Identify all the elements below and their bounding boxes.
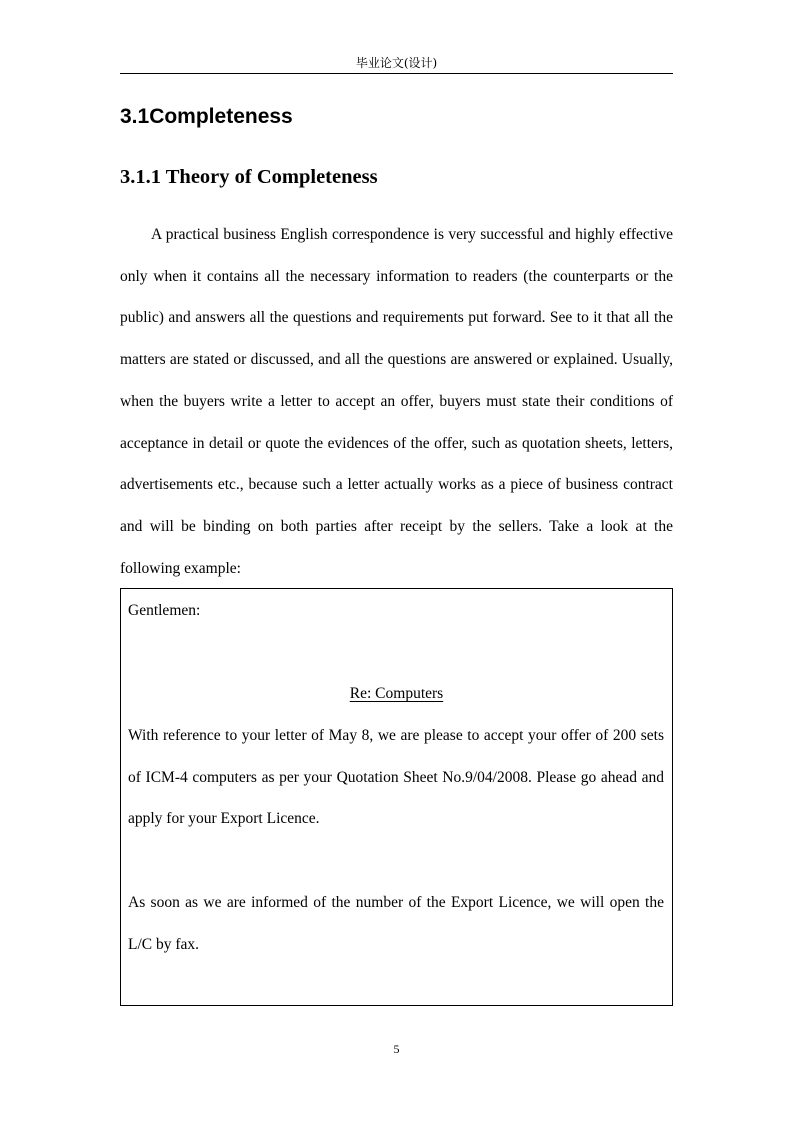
section-heading: 3.1Completeness [120, 105, 293, 128]
page-number: 5 [393, 1042, 400, 1056]
subsection-heading: 3.1.1 Theory of Completeness [120, 166, 378, 188]
letter-subject-line [121, 673, 672, 715]
letter-paragraph-1: With reference to your letter of May 8, we are please to accept your offer of 200 sets of ICM-4 computers as per your Quotation Sheet No.9/04/2008. Please go ahead and apply for your Export Licence. [128, 727, 664, 828]
letter-salutation: Gentlemen: [128, 602, 201, 619]
header-divider [120, 73, 673, 74]
body-paragraph: A practical business English correspondence is very successful and highly effective only when it contains all the necessary information to readers (the counterparts or the public) and answers all the questions and requirements put forward. See to it that all the matters are stated or discussed, and all the questions are answered or explained. Usually, when the buyers write a letter to accept an offer, buyers must state their conditions of acceptance in detail or quote the evidences of the offer, such as quotation sheets, letters, advertisements etc., because such a letter actually works as a piece of business contract and will be binding on both parties after receipt by the sellers. Take a look at the following example: [120, 226, 673, 577]
letter-subject-text: Re: Computers [349, 685, 444, 702]
example-letter-box [120, 588, 673, 1006]
page-header-title: 毕业论文(设计) [355, 56, 438, 70]
letter-paragraph-2: As soon as we are informed of the number of the Export Licence, we will open the L/C by fax. [128, 894, 664, 953]
